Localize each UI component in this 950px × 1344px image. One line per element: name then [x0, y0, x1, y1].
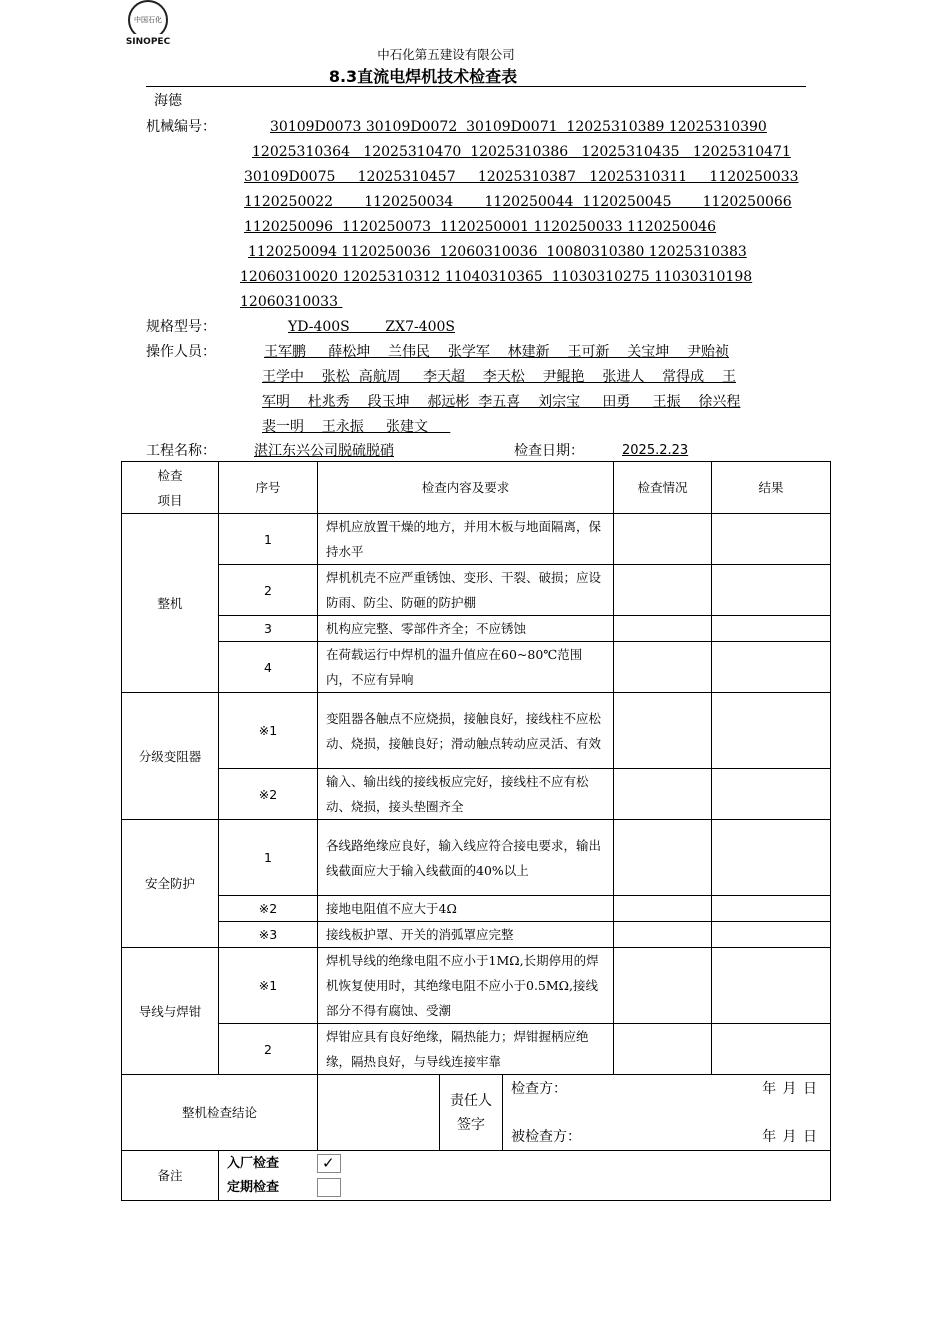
result-cell[interactable] — [712, 948, 831, 1024]
periodic-check-checkbox[interactable] — [317, 1178, 341, 1197]
operators-line-4: 裴一明 王永振 张建文 — [262, 419, 451, 435]
machine-no-line-2: 12025310364 12025310470 12025310386 12025310435 12025310471 — [252, 144, 791, 160]
responsible-label-2: 签字 — [457, 1116, 485, 1133]
row-no: 1 — [219, 820, 318, 896]
category-safety: 安全防护 — [122, 820, 219, 948]
machine-no-line-4: 1120250022 1120250034 1120250044 1120250045 1120250066 — [244, 194, 792, 210]
row-content: 变阻器各触点不应烧损，接触良好，接线柱不应松动、烧损，接触良好；滑动触点转动应灵活、有效 — [318, 693, 614, 769]
row-content: 焊机机壳不应严重锈蚀、变形、干裂、破损；应设防雨、防尘、防砸的防护棚 — [318, 565, 614, 616]
table-row — [122, 616, 831, 642]
sinopec-logo — [124, 0, 172, 48]
table-row — [122, 1024, 831, 1075]
category-rheostat: 分级变阻器 — [122, 693, 219, 820]
table-row — [122, 948, 831, 1024]
operators-line-2: 王学中 张松 高航周 李天超 李天松 尹鲲艳 张进人 常得成 王 — [262, 369, 736, 385]
row-no: ※1 — [219, 693, 318, 769]
responsible-label-1: 责任人 — [450, 1092, 492, 1109]
result-cell[interactable] — [712, 896, 831, 922]
title-underline — [146, 86, 806, 87]
row-content: 接线板护罩、开关的消弧罩应完整 — [318, 922, 614, 948]
status-cell[interactable] — [614, 896, 712, 922]
row-content: 焊钳应具有良好绝缘，隔热能力；焊钳握柄应绝缘，隔热良好，与导线连接牢靠 — [318, 1024, 614, 1075]
row-no: ※1 — [219, 948, 318, 1024]
periodic-check-label: 定期检查 — [227, 1179, 280, 1195]
row-no: 2 — [219, 1024, 318, 1075]
status-cell[interactable] — [614, 820, 712, 896]
status-cell[interactable] — [614, 1024, 712, 1075]
machine-no-line-8: 12060310033 — [240, 294, 343, 310]
project-value: 湛江东兴公司脱硫脱硝 — [254, 443, 394, 459]
remark-area — [219, 1151, 831, 1201]
status-cell[interactable] — [614, 948, 712, 1024]
machine-no-line-6: 1120250094 1120250036 12060310036 10080310380 12025310383 — [248, 244, 747, 260]
periodic-check-row — [227, 1176, 822, 1200]
row-content: 机构应完整、零部件齐全；不应锈蚀 — [318, 616, 614, 642]
date-label: 检查日期： — [514, 443, 584, 459]
remark-row — [122, 1151, 831, 1201]
header-status: 检查情况 — [614, 462, 712, 514]
project-label: 工程名称： — [146, 443, 216, 459]
company-name: 中石化第五建设有限公司 — [377, 47, 515, 62]
table-row — [122, 642, 831, 693]
row-content: 接地电阻值不应大于4Ω — [318, 896, 614, 922]
inspector-label: 检查方： — [511, 1081, 567, 1097]
table-row — [122, 565, 831, 616]
table-row — [122, 896, 831, 922]
row-no: 1 — [219, 514, 318, 565]
row-content: 各线路绝缘应良好，输入线应符合接电要求，输出线截面应大于输入线截面的40%以上 — [318, 820, 614, 896]
check-icon: ✓ — [322, 1153, 335, 1172]
conclusion-row — [122, 1075, 831, 1151]
inspector-date: 年 月 日 — [762, 1081, 818, 1097]
operators-label: 操作人员： — [146, 344, 216, 360]
table-row — [122, 693, 831, 769]
row-content: 输入、输出线的接线板应完好，接线柱不应有松动、烧损，接头垫圈齐全 — [318, 769, 614, 820]
result-cell[interactable] — [712, 922, 831, 948]
result-cell[interactable] — [712, 820, 831, 896]
result-cell[interactable] — [712, 769, 831, 820]
responsible-cell — [440, 1075, 503, 1150]
machine-no-label: 机械编号： — [146, 119, 216, 135]
inspection-table — [121, 461, 831, 1201]
table-header-row — [122, 462, 831, 514]
row-no: 3 — [219, 616, 318, 642]
status-cell[interactable] — [614, 514, 712, 565]
row-no: 2 — [219, 565, 318, 616]
inspector-signature[interactable] — [511, 1077, 830, 1101]
svg-text:中国石化: 中国石化 — [134, 16, 162, 24]
machine-no-line-5: 1120250096 1120250073 1120250001 1120250033 1120250046 — [244, 219, 717, 235]
table-row — [122, 922, 831, 948]
result-cell[interactable] — [712, 642, 831, 693]
result-cell[interactable] — [712, 1024, 831, 1075]
operators-line-1: 王军鹏 薛松坤 兰伟民 张学军 林建新 王可新 关宝坤 尹贻祯 — [264, 344, 730, 360]
conclusion-area — [318, 1075, 831, 1151]
model-label: 规格型号： — [146, 319, 216, 335]
category-cable-clamp: 导线与焊钳 — [122, 948, 219, 1075]
inspected-date: 年 月 日 — [762, 1129, 818, 1145]
remark-label: 备注 — [122, 1151, 219, 1201]
row-content: 焊机导线的绝缘电阻不应小于1MΩ,长期停用的焊机恢复使用时，其绝缘电阻不应小于0.5MΩ,接线部分不得有腐蚀、受潮 — [318, 948, 614, 1024]
date-value: 2025.2.23 — [622, 443, 689, 458]
category-whole-machine: 整机 — [122, 514, 219, 693]
status-cell[interactable] — [614, 922, 712, 948]
row-no: ※2 — [219, 769, 318, 820]
status-cell[interactable] — [614, 565, 712, 616]
table-row — [122, 769, 831, 820]
location: 海德 — [154, 93, 182, 109]
document-title: 8.3直流电焊机技术检查表 — [328, 67, 518, 86]
result-cell[interactable] — [712, 693, 831, 769]
status-cell[interactable] — [614, 616, 712, 642]
table-row — [122, 514, 831, 565]
entry-check-label: 入厂检查 — [227, 1155, 280, 1171]
inspected-label: 被检查方： — [511, 1129, 581, 1145]
inspected-signature[interactable] — [511, 1125, 830, 1149]
row-content: 焊机应放置干燥的地方，并用木板与地面隔离，保持水平 — [318, 514, 614, 565]
status-cell[interactable] — [614, 642, 712, 693]
model-value: YD-400S ZX7-400S — [288, 319, 456, 335]
row-content: 在荷载运行中焊机的温升值应在60~80℃范围内，不应有异响 — [318, 642, 614, 693]
result-cell[interactable] — [712, 514, 831, 565]
entry-check-checkbox[interactable] — [317, 1154, 341, 1173]
row-no: ※3 — [219, 922, 318, 948]
entry-check-row — [227, 1152, 822, 1176]
result-cell[interactable] — [712, 616, 831, 642]
operators-line-3: 军明 杜兆秀 段玉坤 郝远彬 李五喜 刘宗宝 田勇 王振 徐兴程 — [262, 394, 741, 410]
row-no: ※2 — [219, 896, 318, 922]
header-content: 检查内容及要求 — [318, 462, 614, 514]
conclusion-label: 整机检查结论 — [122, 1075, 318, 1151]
conclusion-input[interactable] — [318, 1075, 440, 1150]
table-row — [122, 820, 831, 896]
status-cell[interactable] — [614, 693, 712, 769]
row-no: 4 — [219, 642, 318, 693]
result-cell[interactable] — [712, 565, 831, 616]
header-no: 序号 — [219, 462, 318, 514]
machine-no-line-1: 30109D0073 30109D0072 30109D0071 12025310389 12025310390 — [270, 119, 767, 135]
machine-no-line-3: 30109D0075 12025310457 12025310387 12025310311 1120250033 — [244, 169, 799, 185]
status-cell[interactable] — [614, 769, 712, 820]
header-result: 结果 — [712, 462, 831, 514]
machine-no-line-7: 12060310020 12025310312 11040310365 11030310275 11030310198 — [240, 269, 753, 285]
svg-text:SINOPEC: SINOPEC — [125, 37, 171, 47]
signature-area — [503, 1075, 830, 1150]
header-item: 检查 项目 — [122, 462, 219, 514]
